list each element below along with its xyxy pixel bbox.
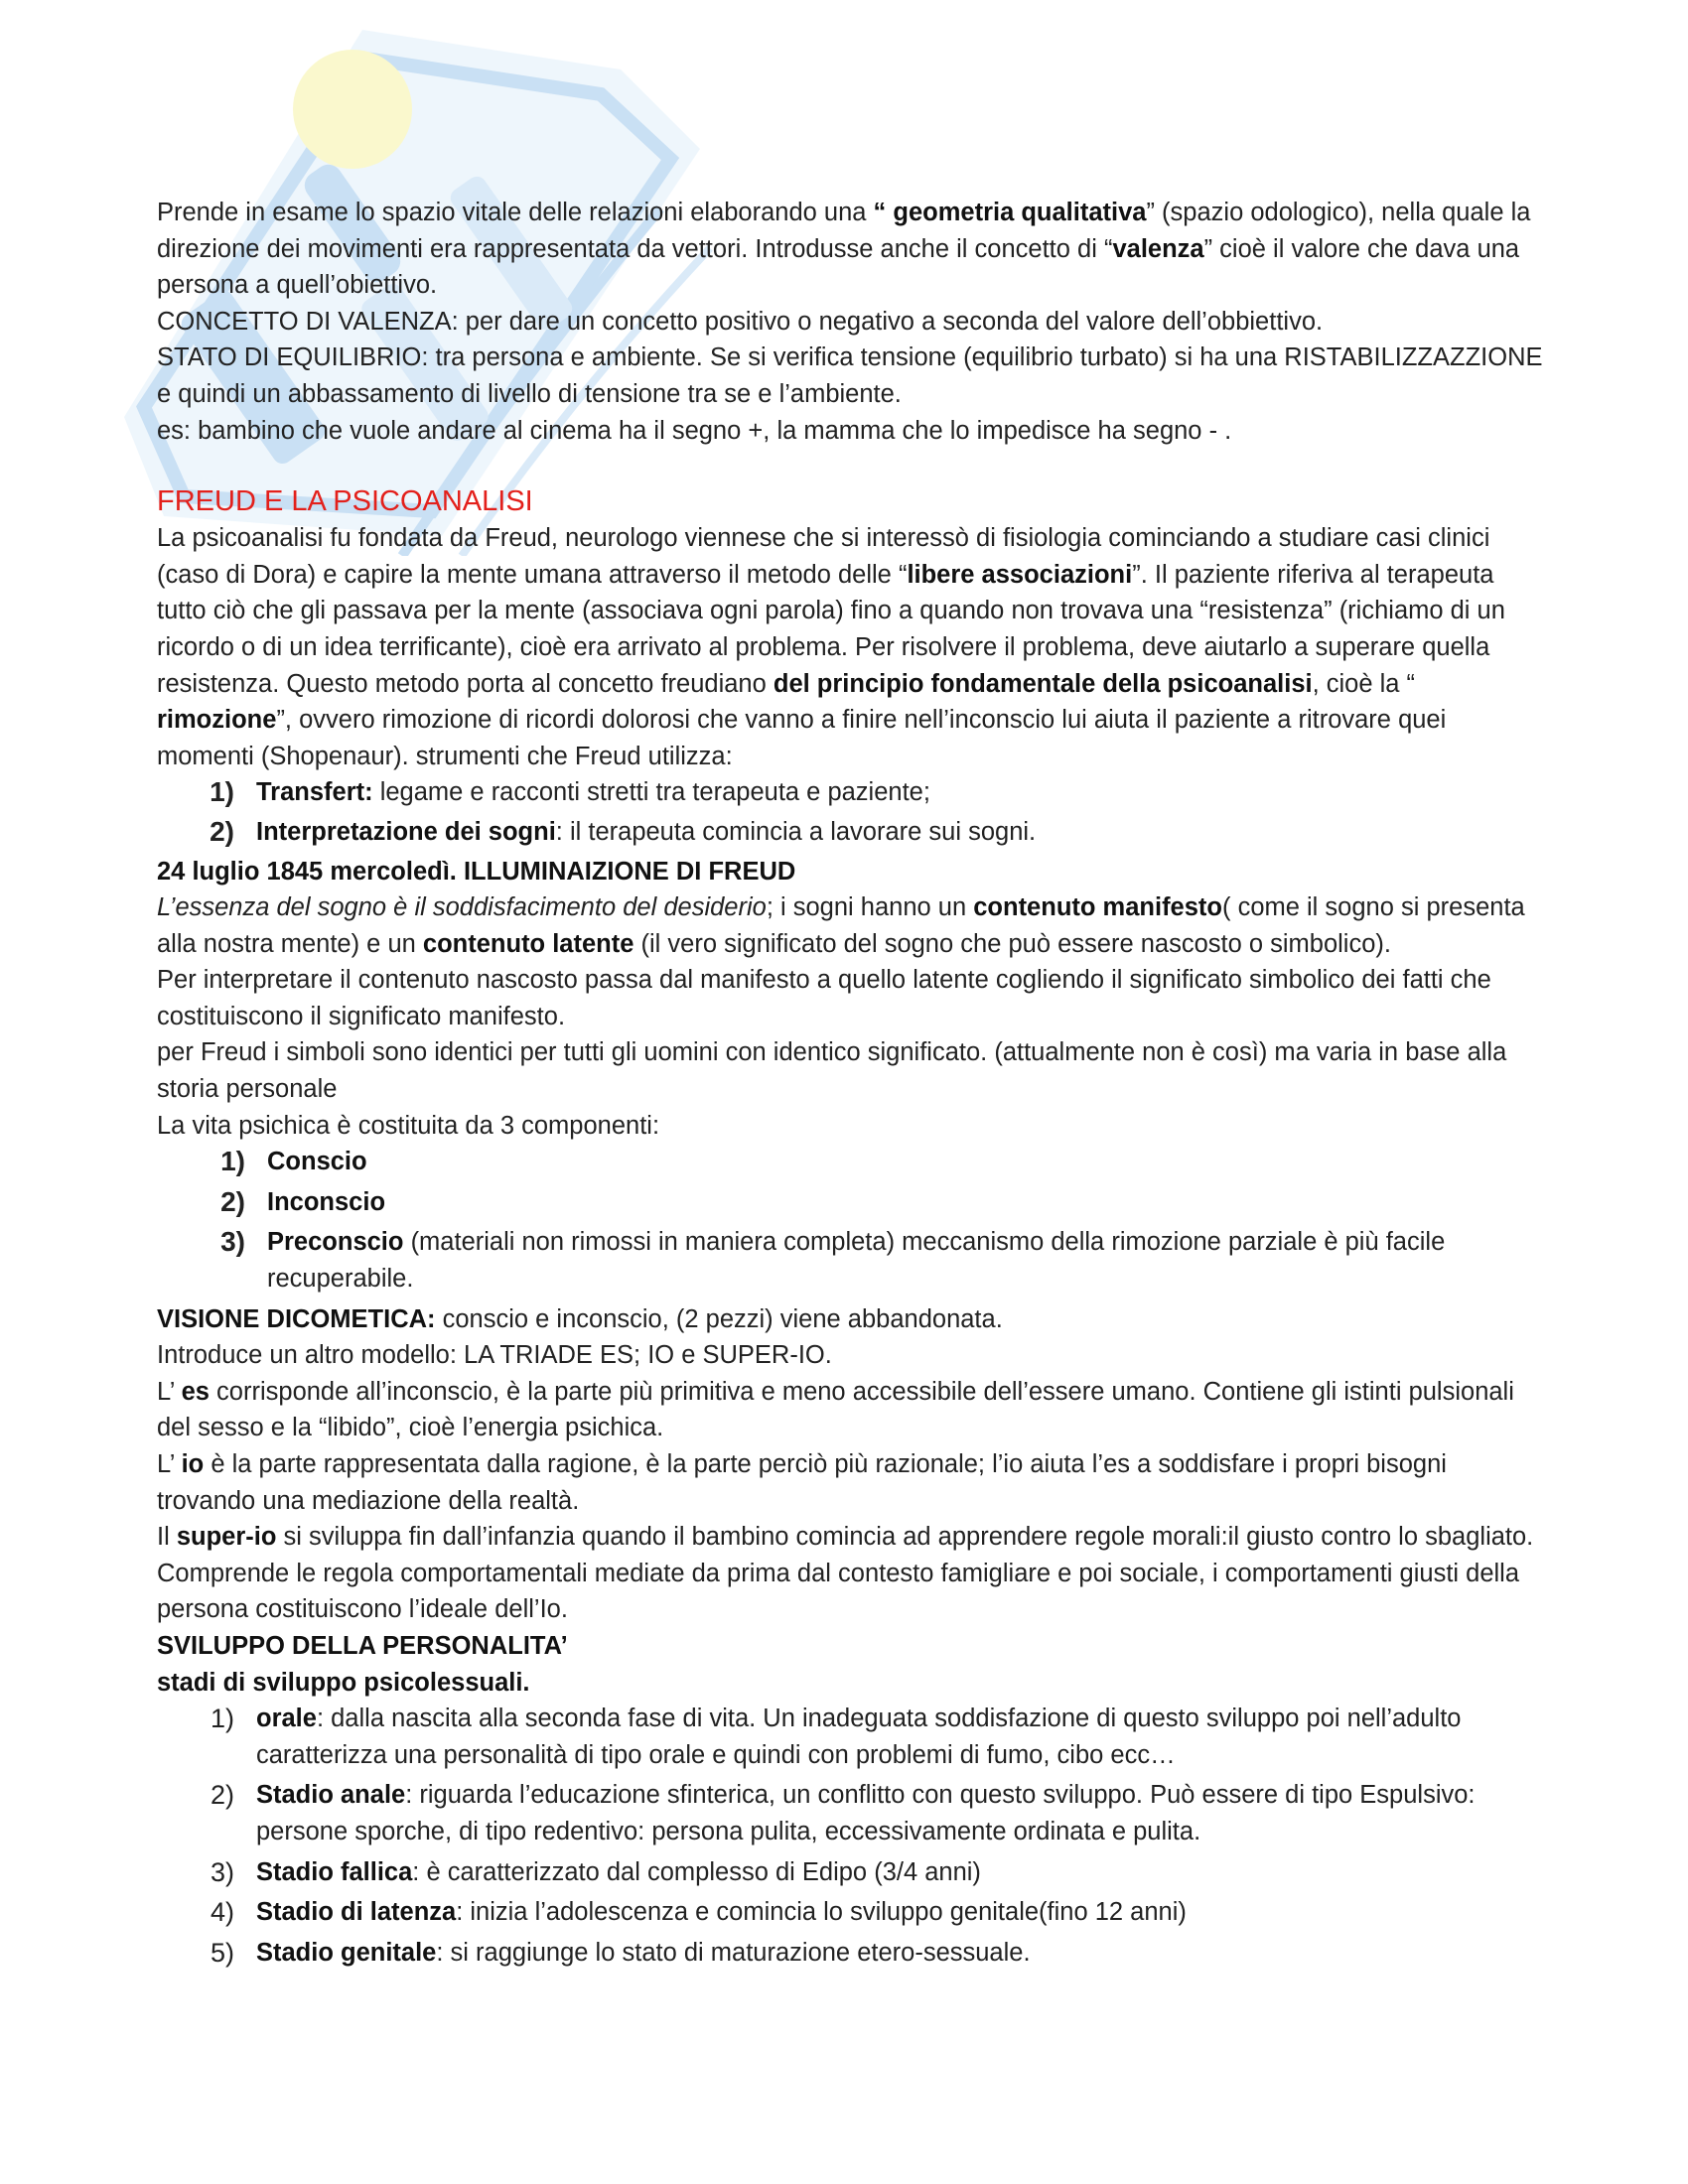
list-item: 2) Inconscio	[220, 1185, 386, 1217]
heading-stadi: stadi di sviluppo psicolessuali.	[157, 1668, 530, 1697]
paragraph-simboli: per Freud i simboli sono identici per tutti gli uomini con identico significato. (attualmente non è così) ma varia in base alla storia personale	[157, 1038, 1507, 1104]
list-item: 1) orale: dalla nascita alla seconda fase di vita. Un inadeguata soddisfazione di questo sviluppo poi nell’adulto caratterizza una personalità di tipo orale e quindi con problemi di fumo, cibo ecc…	[210, 1704, 1462, 1769]
list-item: 3) Stadio fallica: è caratterizzato dal complesso di Edipo (3/4 anni)	[210, 1856, 981, 1887]
document-page	[157, 195, 1547, 1975]
list-item: 2) Stadio anale: riguarda l’educazione sfinterica, un conflitto con questo sviluppo. Può essere di tipo Espulsivo: persone sporche, di tipo redentivo: persona pulita, eccessivamente ordinata e pulita.	[210, 1780, 1476, 1845]
strumenti-list	[157, 774, 1547, 850]
list-item: 4) Stadio di latenza: inizia l’adolescenza e comincia lo sviluppo genitale(fino 12 anni)	[210, 1897, 1187, 1928]
paragraph-io: L’ io è la parte rappresentata dalla ragione, è la parte perciò più razionale; l’io aiuta l’es a soddisfare i propri bisogni trovando una mediazione della realtà.	[157, 1450, 1447, 1515]
list-item: 1) Transfert: legame e racconti stretti tra terapeuta e paziente;	[210, 776, 930, 808]
paragraph-sogno: L’essenza del sogno è il soddisfacimento del desiderio; i sogni hanno un contenuto manifesto( come il sogno si presenta alla nostra mente) e un contenuto latente (il vero significato del sogno che può essere nascosto o simbolico).	[157, 893, 1525, 958]
list-item: 1) Conscio	[220, 1146, 367, 1177]
heading-date: 24 luglio 1845 mercoledì. ILLUMINAIZIONE DI FREUD	[157, 857, 796, 886]
paragraph-es: L’ es corrisponde all’inconscio, è la parte più primitiva e meno accessibile dell’essere umano. Contiene gli istinti pulsionali del sesso e la “libido”, cioè l’energia psichica.	[157, 1377, 1514, 1442]
componenti-list	[157, 1144, 1547, 1297]
spacer	[157, 449, 1547, 480]
paragraph-componenti: La vita psichica è costituita da 3 componenti:	[157, 1111, 660, 1140]
paragraph-psicoanalisi: La psicoanalisi fu fondata da Freud, neurologo viennese che si interessò di fisiologia cominciando a studiare casi clinici (caso di Dora) e capire la mente umana attraverso il metodo delle “libere associazioni”. Il paziente riferiva al terapeuta tutto ciò che gli passava per la mente (associava ogni parola) fino a quando non trovava una “resistenza” (richiamo di un ricordo o di un idea terrificante), cioè era arrivato al problema. Per risolvere il problema, deve aiutarlo a superare quella resistenza. Questo metodo porta al concetto freudiano del principio fondamentale della psicoanalisi, cioè la “ rimozione”, ovvero rimozione di ricordi dolorosi che vanno a finire nell’inconscio lui aiuta il paziente a ritrovare quei momenti (Shopenaur). strumenti che Freud utilizza:	[157, 524, 1505, 770]
list-item: 3) Preconscio (materiali non rimossi in maniera completa) meccanismo della rimozione parziale è più facile recuperabile.	[220, 1226, 1446, 1294]
paragraph-concetto-valenza: CONCETTO DI VALENZA: per dare un concetto positivo o negativo a seconda del valore dell’obbiettivo.	[157, 307, 1324, 336]
section-title: FREUD E LA PSICOANALISI	[157, 485, 533, 518]
paragraph-stato-equilibrio: STATO DI EQUILIBRIO: tra persona e ambiente. Se si verifica tensione (equilibrio turbato) si ha una RISTABILIZZAZZIONE e quindi un abbassamento di livello di tensione tra se e l’ambiente.	[157, 343, 1543, 408]
paragraph-interpretare: Per interpretare il contenuto nascosto passa dal manifesto a quello latente cogliendo il significato simbolico dei fatti che costituiscono il significato manifesto.	[157, 966, 1491, 1030]
list-item: 5) Stadio genitale: si raggiunge lo stato di maturazione etero-sessuale.	[210, 1937, 1031, 1968]
paragraph-super-io: Il super-io si sviluppa fin dall’infanzia quando il bambino comincia ad apprendere regole morali:il giusto contro lo sbagliato. Comprende le regola comportamentali mediate da prima dal contesto famigliare e poi sociale, i comportamenti giusti della persona costituiscono l’ideale dell’Io.	[157, 1523, 1534, 1624]
paragraph-triade: Introduce un altro modello: LA TRIADE ES; IO e SUPER-IO.	[157, 1341, 832, 1370]
paragraph-lewin-intro: Prende in esame lo spazio vitale delle relazioni elaborando una “ geometria qualitativa” (spazio odologico), nella quale la direzione dei movimenti era rappresentata da vettori. Introdusse anche il concetto di “valenza” cioè il valore che dava una persona a quell’obiettivo.	[157, 199, 1531, 300]
paragraph-esempio: es: bambino che vuole andare al cinema ha il segno +, la mamma che lo impedisce ha segno - .	[157, 416, 1232, 445]
stadi-list	[157, 1701, 1547, 1971]
list-item: 2) Interpretazione dei sogni: il terapeuta comincia a lavorare sui sogni.	[210, 815, 1037, 847]
paragraph-visione-dicometica: VISIONE DICOMETICA: conscio e inconscio, (2 pezzi) viene abbandonata.	[157, 1304, 1003, 1333]
heading-sviluppo: SVILUPPO DELLA PERSONALITA’	[157, 1631, 568, 1660]
